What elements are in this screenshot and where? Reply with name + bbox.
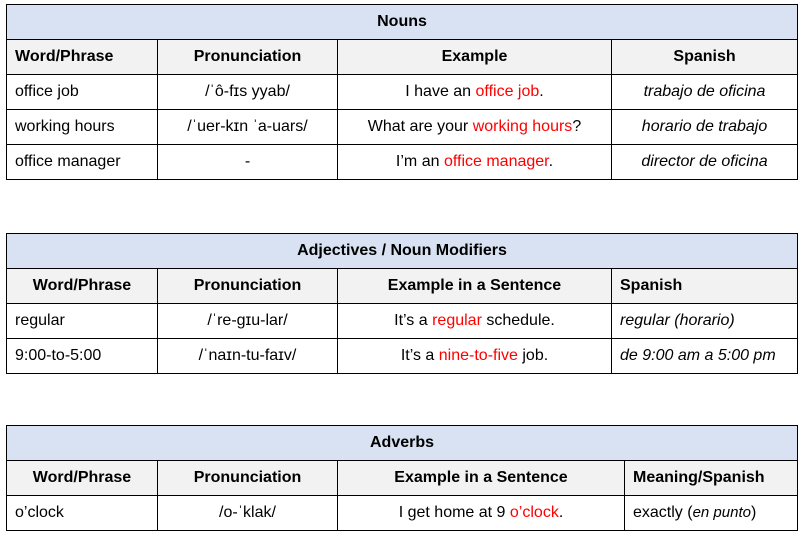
column-header-word: Word/Phrase (7, 461, 158, 496)
column-header-example: Example (338, 40, 612, 75)
adjectives-table-title: Adjectives / Noun Modifiers (7, 234, 798, 269)
pronunciation-cell: /ˈre-gɪu-lar/ (158, 304, 338, 339)
adjectives-header-row (7, 269, 798, 304)
example-text: schedule. (481, 312, 555, 329)
meaning-text: ) (750, 504, 757, 521)
spanish-cell: director de oficina (612, 145, 798, 180)
example-text: . (558, 504, 564, 521)
example-text: . (539, 83, 544, 100)
spanish-cell: de 9:00 am a 5:00 pm (612, 339, 798, 374)
column-header-pronunciation: Pronunciation (158, 461, 338, 496)
example-cell (338, 110, 612, 145)
column-header-word: Word/Phrase (7, 269, 158, 304)
nouns-header-row (7, 40, 798, 75)
word-cell: office job (7, 75, 158, 110)
pronunciation-cell: /o-ˈklak/ (158, 496, 338, 531)
table-row (7, 496, 798, 531)
example-text: . (548, 153, 554, 170)
meaning-cell (625, 496, 798, 531)
nouns-table (6, 4, 798, 180)
column-header-pronunciation: Pronunciation (158, 40, 338, 75)
adverbs-table (6, 425, 798, 531)
column-header-example: Example in a Sentence (338, 461, 625, 496)
example-cell (338, 496, 625, 531)
adverbs-table-title: Adverbs (7, 426, 798, 461)
word-cell: regular (7, 304, 158, 339)
column-header-example: Example in a Sentence (338, 269, 612, 304)
meaning-italic: en punto (692, 504, 751, 521)
pronunciation-cell: /ˈô-fɪs yyab/ (158, 75, 338, 110)
table-row (7, 145, 798, 180)
example-cell (338, 339, 612, 374)
pronunciation-cell: - (158, 145, 338, 180)
table-row (7, 75, 798, 110)
column-header-word: Word/Phrase (7, 40, 158, 75)
spanish-cell: horario de trabajo (612, 110, 798, 145)
table-row (7, 304, 798, 339)
example-highlight: office manager (443, 153, 549, 170)
column-header-spanish: Spanish (612, 40, 798, 75)
meaning-text: exactly ( (633, 504, 693, 521)
column-header-spanish: Spanish (612, 269, 798, 304)
example-text: What are your (367, 118, 473, 135)
example-text: I have an (405, 83, 476, 100)
spanish-cell: regular (horario) (612, 304, 798, 339)
example-text: It’s a (400, 347, 439, 364)
word-cell: o’clock (7, 496, 158, 531)
adjectives-table (6, 233, 798, 374)
table-row (7, 339, 798, 374)
example-highlight: office job (475, 83, 540, 100)
adverbs-header-row (7, 461, 798, 496)
example-highlight: regular (432, 312, 482, 329)
word-cell: 9:00-to-5:00 (7, 339, 158, 374)
example-highlight: nine-to-five (438, 347, 518, 364)
example-cell (338, 304, 612, 339)
nouns-table-title: Nouns (7, 5, 798, 40)
example-cell (338, 145, 612, 180)
example-text: I’m an (395, 153, 444, 170)
pronunciation-cell: /ˈnaɪn-tu-faɪv/ (158, 339, 338, 374)
pronunciation-cell: /ˈuer-kɪn ˈa-uars/ (158, 110, 338, 145)
word-cell: working hours (7, 110, 158, 145)
example-highlight: o’clock (509, 504, 559, 521)
column-header-pronunciation: Pronunciation (158, 269, 338, 304)
spanish-cell: trabajo de oficina (612, 75, 798, 110)
example-cell (338, 75, 612, 110)
example-highlight: working hours (472, 118, 573, 135)
example-text: It’s a (394, 312, 433, 329)
example-text: ? (572, 118, 582, 135)
example-text: I get home at 9 (398, 504, 510, 521)
example-text: job. (517, 347, 549, 364)
table-row (7, 110, 798, 145)
word-cell: office manager (7, 145, 158, 180)
column-header-meaning: Meaning/Spanish (625, 461, 798, 496)
